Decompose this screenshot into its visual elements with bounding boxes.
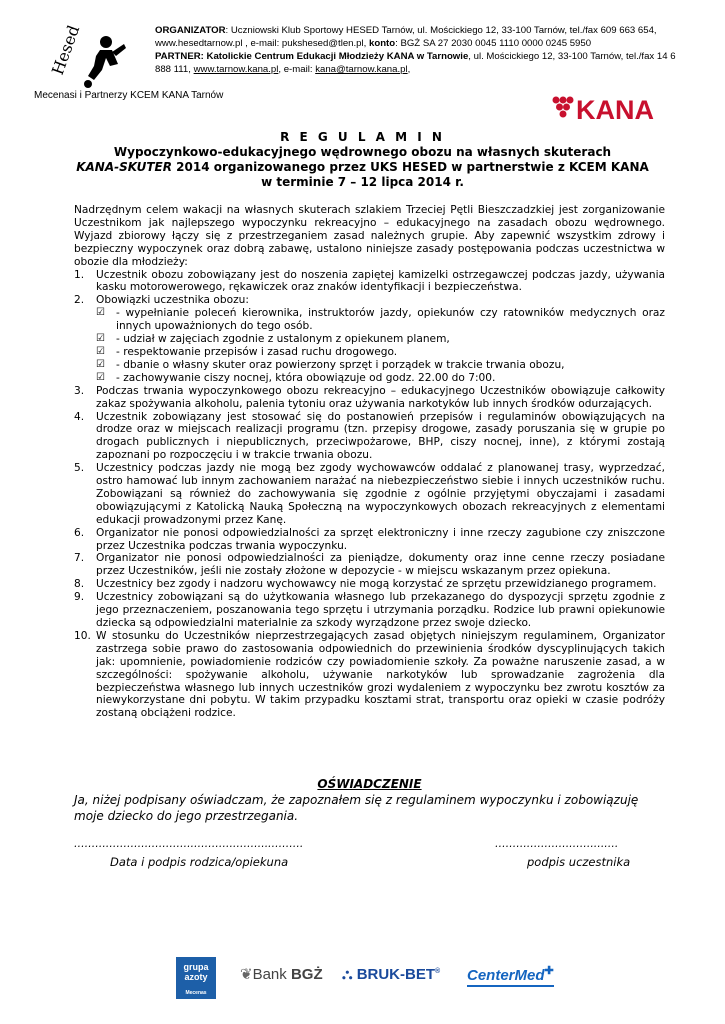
rule-number: 7. <box>74 552 85 565</box>
azoty-text-2: azoty <box>184 972 208 982</box>
checkbox-icon: ☑ <box>96 333 105 345</box>
konto-text: : BGŻ SA 27 2030 0045 1110 0000 0245 5950 <box>395 38 592 49</box>
declaration <box>74 776 665 824</box>
partner-comma: , <box>407 64 411 75</box>
bgz-leaf-icon: ❦ <box>240 966 253 983</box>
sponsor-centermed-logo <box>467 964 554 987</box>
rule-text: Uczestnik obozu zobowiązany jest do noszenia zapiętej kamizelki ostrzegawczej podczas jazdy, używania kasku motorowerowego, rękawiczek oraz znaków identyfikacji i bezpieczeństwa. <box>96 268 665 294</box>
partner-label: PARTNER <box>155 51 201 62</box>
title-regulamin: R E G U L A M I N <box>280 130 445 144</box>
title-line2: Wypoczynkowo-edukacyjnego wędrownego obozu na własnych skuterach <box>113 145 612 159</box>
rule-text: Uczestnicy zobowiązani są do użytkowania własnego lub przekazanego do dyspozycji sprzętu zgodnie z jego przeznaczeniem, poszanowania tego sprzętu i utrzymania porządku. Rodzice lub prawni opiekunowie dziecka są odpowiedzialni materialnie za szkody wyrządzone przez swoje dziecko. <box>96 591 665 629</box>
organizer-contact: www.hesedtarnow.pl , e-mail: pukshesed@tlen.pl, <box>155 38 367 49</box>
rule-number: 5. <box>74 462 85 475</box>
checkbox-icon: ☑ <box>96 358 105 370</box>
duty-text: - wypełnianie poleceń kierownika, instruktorów jazdy, opiekunów czy ratowników medycznych oraz innych upoważnionych do tego osób. <box>116 307 665 333</box>
rule-number: 1. <box>74 268 85 281</box>
rule-number: 4. <box>74 410 85 423</box>
rule-number: 6. <box>74 526 85 539</box>
hesed-logo <box>48 4 138 90</box>
bgz-text-bank: Bank <box>252 966 291 983</box>
brukbet-icon: ⛬ <box>342 966 353 983</box>
rule-text: Uczestnik zobowiązany jest stosować się do postanowień przepisów i regulaminów obowiązujących na drodze oraz w miejscach realizacji programu (tzn. przepisy drogowe, zasady poruszania się w grupie po drogach publicznych i niepublicznych, przeciwpożarowe, BHP, ciszy nocnej, inne), z którymi zostają zapoznani po rozpoczęciu i w trakcie trwania obozu. <box>96 410 665 462</box>
partner-name: : Katolickie Centrum Edukacji Młodzieży KANA w Tarnowie <box>200 51 469 62</box>
rule-item <box>74 591 665 630</box>
rule-number: 8. <box>74 578 85 591</box>
duty-item <box>96 372 665 385</box>
rule-text: Uczestnicy podczas jazdy nie mogą bez zgody wychowawców oddalać z planowanej trasy, wyprzedzać, ostro hamować lub innym zachowaniem narażać na niebezpieczeństwo siebie i innych uczestników ruchu. Zobowiązani są również do zachowywania się zgodnie z ogólnie przyjętymi obyczajami i zasadami obowiązującymi z Katolicką Nauką Społeczną na wypoczynkowych obozach rekreacyjnych z elementami edukacji prowadzonymi przez Kanę. <box>96 462 665 526</box>
konto-label: konto <box>366 38 396 49</box>
organizer-label: ORGANIZATOR <box>155 25 226 36</box>
hesed-logo-text: Hesed <box>48 22 84 78</box>
title-line4: w terminie 7 – 12 lipca 2014 r. <box>261 175 464 189</box>
partner-phone: 888 111, <box>155 64 194 75</box>
rule-number: 3. <box>74 384 85 397</box>
kana-logo-text: KANA <box>576 95 654 122</box>
rule-number: 2. <box>74 294 85 307</box>
centermed-cross-icon: ✚ <box>544 965 554 977</box>
kana-logo <box>550 92 670 122</box>
duty-text: - dbanie o własny skuter oraz powierzony sprzęt i porządek w trakcie trwania obozu, <box>116 358 565 371</box>
azoty-sub: Mecenas <box>185 990 207 996</box>
rule-item <box>74 269 665 295</box>
patrons-label: Mecenasi i Partnerzy KCEM KANA Tarnów <box>34 90 224 101</box>
rule-text: W stosunku do Uczestników nieprzestrzegających zasad objętych niniejszym regulaminem, Organizator zastrzega sobie prawo do zastosowania odpowiednich do przewinienia środków dyscyplinujących takich jak: upomnienie, powiadomienie rodziców czy powiadomienie szkoły. Za poważne naruszenie zasad, a w szczególności: spożywanie alkoholu, używanie narkotyków lub sprowadzanie zagrożenia dla bezpieczeństwa własnego lub innych uczestników grozi wydaleniem z wypoczynku bez zwrotu kosztów za niewykorzystane dni pobytu. W takim przypadku kosztami strat, transportu oraz opieki w czasie podróży zostaną obciążeni rodzice. <box>96 629 665 720</box>
declaration-text: Ja, niżej podpisany oświadczam, że zapoznałem się z regulaminem wypoczynku i zobowiązuję moje dziecko do jego przestrzegania. <box>74 793 639 823</box>
partner-text: , ul. Mościckiego 12, 33-100 Tarnów, tel./fax 14 6 <box>468 51 676 62</box>
rules-list <box>74 269 665 721</box>
checkbox-icon: ☑ <box>96 345 105 357</box>
azoty-text-1: grupa <box>183 962 209 972</box>
checkbox-icon: ☑ <box>96 371 105 383</box>
title-line3 <box>60 160 665 175</box>
sponsor-bgz-logo <box>240 965 323 983</box>
bgz-text-bgz: BGŻ <box>290 966 323 983</box>
duties-list <box>96 307 665 384</box>
rule-item <box>74 527 665 553</box>
kana-grape-icon <box>553 97 574 118</box>
declaration-heading: OŚWIADCZENIE <box>317 777 422 791</box>
organizer-header <box>155 24 685 76</box>
partner-email-label: , e-mail: <box>278 64 316 75</box>
regulation-body <box>74 204 665 720</box>
duty-text: - udział w zajęciach zgodnie z ustalonym z opiekunem planem, <box>116 333 450 346</box>
partner-email-link[interactable]: kana@tarnow.kana.pl <box>315 64 408 75</box>
rule-text: Organizator nie ponosi odpowiedzialności za pieniądze, dokumenty oraz inne cenne rzeczy posiadane przez Uczestników, jeśli nie zostały złożone w depozycie - w miejscu wskazanym przez opiekuna. <box>96 552 665 578</box>
centermed-text: CenterMed <box>467 967 545 984</box>
duty-item <box>96 359 665 372</box>
rule-text: Obowiązki uczestnika obozu: <box>96 294 249 307</box>
document-title <box>60 130 665 190</box>
partner-www-link[interactable]: www.tarnow.kana.pl <box>193 64 279 75</box>
signature-label-parent: Data i podpis rodzica/opiekuna <box>110 855 289 869</box>
rule-number: 10. <box>74 629 91 642</box>
signature-label-participant: podpis uczestnika <box>527 855 631 869</box>
rule-item <box>74 294 665 384</box>
rule-text: Organizator nie ponosi odpowiedzialności za sprzęt elektroniczny i inne rzeczy zagubione czy zniszczone przez Uczestnika podczas trwania wypoczynku. <box>96 526 665 552</box>
brukbet-text: BRUK-BET <box>356 966 436 983</box>
rule-item <box>74 552 665 578</box>
title-line3-rest: 2014 organizowanego przez UKS HESED w partnerstwie z KCEM KANA <box>171 160 649 174</box>
rule-item <box>74 578 665 591</box>
duty-text: - respektowanie przepisów i zasad ruchu drogowego. <box>116 345 398 358</box>
rule-text: Uczestnicy bez zgody i nadzoru wychowawcy nie mogą korzystać ze sprzętu przewidzianego programem. <box>96 578 657 591</box>
rule-item <box>74 462 665 527</box>
rule-number: 9. <box>74 591 85 604</box>
signature-line-parent: ……………………………………………….………. <box>74 838 304 850</box>
sponsor-azoty-logo <box>176 957 216 999</box>
duty-text: - zachowywanie ciszy nocnej, która obowiązuje od godz. 22.00 do 7:00. <box>116 371 496 384</box>
intro-paragraph: Nadrzędnym celem wakacji na własnych skuterach szlakiem Trzeciej Pętli Bieszczadzkiej jest zorganizowanie Uczestnikom jak najlepszego wypoczynku rekreacyjno – edukacyjnego na zasadach obozu wędrownego. Wyjazd zbiorowy łączy się z przestrzeganiem zasad należnych grupie. Aby zapewnić wszystkim zdrowy i bezpieczny wypoczynek oraz dobrą zabawę, ustalono niniejsze zasady postępowania podczas uczestnictwa w obozie dla młodzieży: <box>74 204 665 268</box>
duty-item <box>96 307 665 333</box>
signature-line-participant: ……………………….……. <box>495 838 619 850</box>
rule-text: Podczas trwania wypoczynkowego obozu rekreacyjno – edukacyjnego Uczestników obowiązuje całkowity zakaz spożywania alkoholu, palenia tytoniu oraz używania narkotyków lub innych środków odurzających. <box>96 384 665 410</box>
duty-item <box>96 333 665 346</box>
organizer-text: : Uczniowski Klub Sportowy HESED Tarnów, ul. Mościckiego 12, 33-100 Tarnów, tel./fax 609 663 654, <box>225 25 657 36</box>
duty-item <box>96 346 665 359</box>
rule-item <box>74 411 665 463</box>
sponsor-brukbet-logo: ⛬ BRUK-BET® <box>342 966 441 983</box>
rule-item <box>74 385 665 411</box>
checkbox-icon: ☑ <box>96 307 105 319</box>
rule-item <box>74 630 665 720</box>
title-kana-skuter: KANA-SKUTER <box>76 160 172 174</box>
